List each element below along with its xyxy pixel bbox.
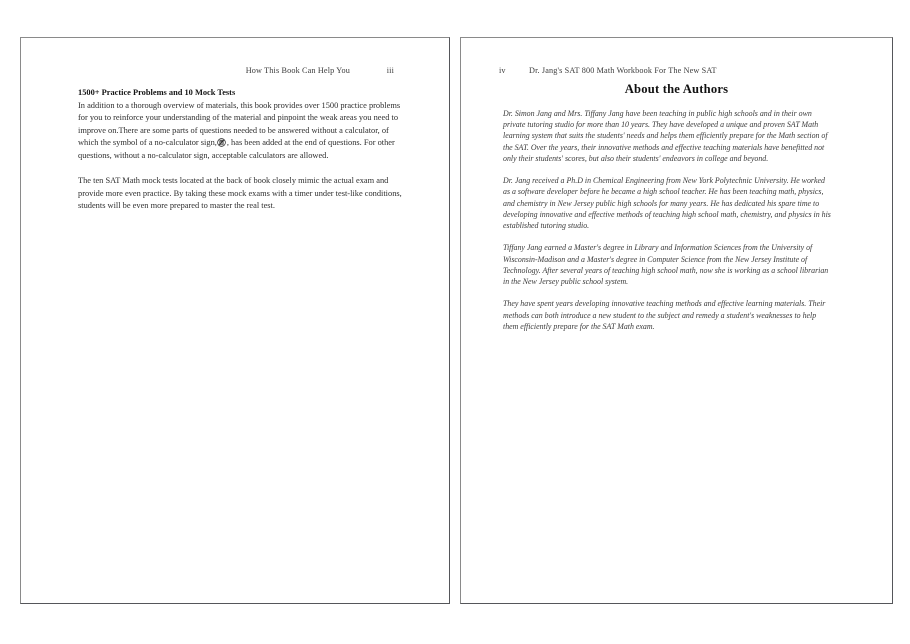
section-heading: 1500+ Practice Problems and 10 Mock Tests <box>78 88 236 97</box>
paragraph-spacer <box>78 163 403 176</box>
paragraph-spacer <box>503 231 833 242</box>
paragraph-spacer <box>503 287 833 298</box>
author-paragraph-4: They have spent years developing innovative teaching methods and effective learning materials. Their methods can both introduce a new student to the subject and remedy a student's weaknesses to help them efficiently prepare for the SAT Math exam. <box>503 299 826 331</box>
author-paragraph-3: Tiffany Jang earned a Master's degree in Library and Information Sciences from the University of Wisconsin-Madison and a Master's degree in Computer Science from the New Jersey Institute of Technology. After several years of teaching high school math, now she is working as a school librarian in the New Jersey public school system. <box>503 243 829 287</box>
page-left <box>20 37 450 604</box>
page-right <box>460 37 893 604</box>
paragraph-spacer <box>503 164 833 175</box>
running-head-right <box>499 66 717 75</box>
running-head-left-title: How This Book Can Help You <box>245 66 350 75</box>
page-left-content <box>21 38 449 603</box>
right-page-body <box>503 108 833 332</box>
left-page-body <box>78 87 403 213</box>
chapter-title: About the Authors <box>624 82 729 96</box>
running-head-left <box>21 66 394 75</box>
author-paragraph-2: Dr. Jang received a Ph.D in Chemical Engineering from New York Polytechnic University. He worked as a software developer before he became a high school teacher. He has been teaching math, physics, and chemistry in New Jersey public high schools for many years. He has dedicated his spare time to developing innovative and effective methods of teaching high school math, chemistry, and physics in his established tutoring studio. <box>503 176 831 231</box>
running-head-left-folio: iii <box>386 66 394 75</box>
running-head-right-title: Dr. Jang's SAT 800 Math Workbook For The New SAT <box>529 66 717 75</box>
author-paragraph-1: Dr. Simon Jang and Mrs. Tiffany Jang have been teaching in public high schools and in their own private tutoring studio for more than 10 years. They have developed a unique and proven SAT Math learning system that suits the students' needs and helps them efficiently prepare for the Math section of the SAT. Over the years, their innovative methods and effective teaching materials have benefitted not only their students' scores, but also their students' endeavors in college and beyond. <box>503 109 828 163</box>
no-calculator-icon <box>217 138 226 147</box>
paragraph-mock-tests: The ten SAT Math mock tests located at the back of book closely mimic the actual exam and provide more even practice. By taking these mock exams with a timer under test-like conditions, students will be even more prepared to master the real test. <box>78 176 402 211</box>
paragraph-text-after-symbol: , has been added at the end of questions. For other questions, without a no-calculator sign, acceptable calculators are allowed. <box>78 138 395 160</box>
running-head-right-folio: iv <box>499 66 506 75</box>
paragraph-practice-problems <box>78 100 403 163</box>
paragraph-text-before-symbol: In addition to a thorough overview of materials, this book provides over 1500 practice problems for you to reinforce your understanding of the material and pinpoint the weak areas you need to improve on.There are some parts of questions needed to be answered without a calculator, of which the symbol of a no-calculator sign, <box>78 100 401 148</box>
page-right-content <box>461 38 892 603</box>
